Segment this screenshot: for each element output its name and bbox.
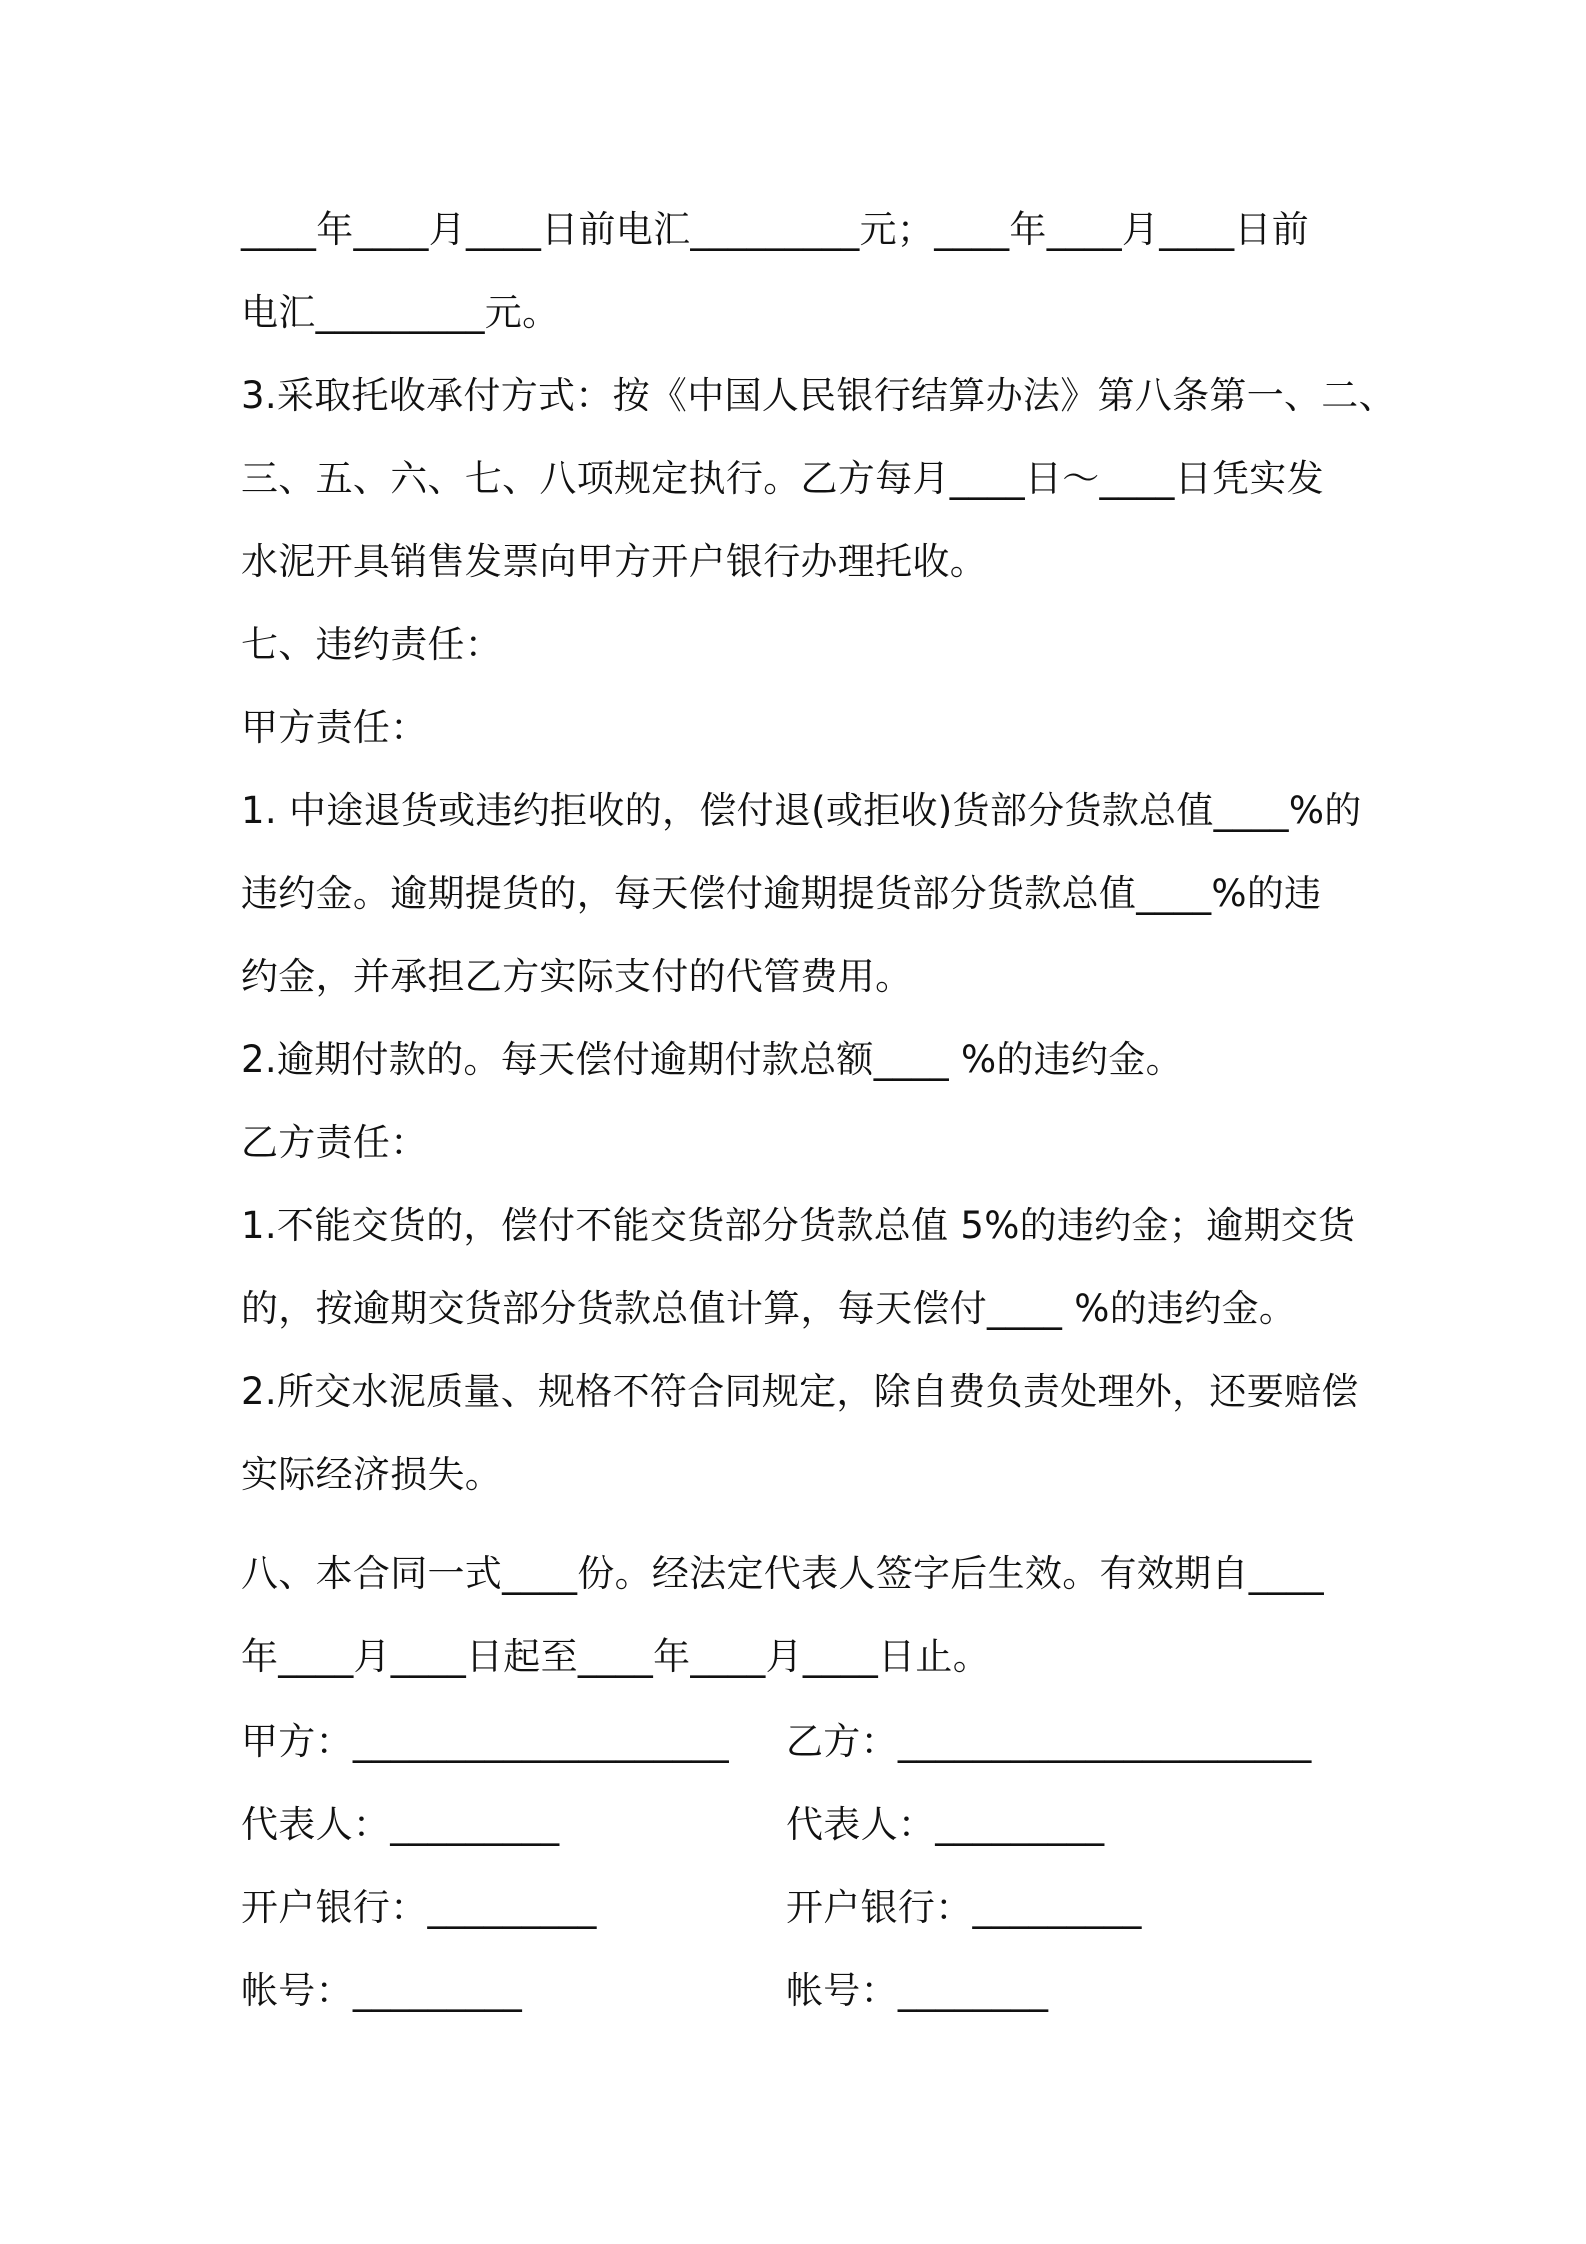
subheading: 乙方责任： xyxy=(241,1121,428,1164)
text-line: 约金，并承担乙方实际支付的代管费用。 xyxy=(241,955,913,998)
text-line: 1.不能交货的，偿付不能交货部分货款总值 5%的违约金；逾期交货 xyxy=(241,1204,1356,1247)
party-b-representative: 代表人：_________ xyxy=(786,1803,1105,1846)
party-a-field: 甲方：____________________ xyxy=(241,1720,729,1763)
text-line: 年____月____日起至____年____月____日止。 xyxy=(241,1635,990,1678)
text-line: 的，按逾期交货部分货款总值计算，每天偿付____ %的违约金。 xyxy=(241,1287,1297,1330)
text-line: 三、五、六、七、八项规定执行。乙方每月____日～____日凭实发 xyxy=(241,457,1324,500)
party-a-bank: 开户银行：_________ xyxy=(241,1886,597,1929)
text-line: ____年____月____日前电汇_________元；____年____月____日前 xyxy=(241,208,1309,251)
text-line: 违约金。逾期提货的，每天偿付逾期提货部分货款总值____%的违 xyxy=(241,872,1322,915)
text-line: 水泥开具销售发票向甲方开户银行办理托收。 xyxy=(241,540,987,583)
party-b-field: 乙方：______________________ xyxy=(786,1720,1312,1763)
text-line: 1. 中途退货或违约拒收的，偿付退(或拒收)货部分货款总值____%的 xyxy=(241,789,1362,832)
text-line: 实际经济损失。 xyxy=(241,1453,503,1496)
text-line: 2.所交水泥质量、规格不符合同规定，除自费负责处理外，还要赔偿 xyxy=(241,1370,1359,1413)
text-line: 3.采取托收承付方式：按《中国人民银行结算办法》第八条第一、二、 xyxy=(241,374,1396,417)
party-b-account: 帐号：________ xyxy=(786,1969,1049,2012)
party-a-representative: 代表人：_________ xyxy=(241,1803,560,1846)
subheading: 甲方责任： xyxy=(241,706,428,749)
text-line: 八、本合同一式____份。经法定代表人签字后生效。有效期自____ xyxy=(241,1552,1324,1595)
section-heading: 七、违约责任： xyxy=(241,623,503,666)
text-line: 电汇_________元。 xyxy=(241,291,560,334)
party-b-bank: 开户银行：_________ xyxy=(786,1886,1142,1929)
party-a-account: 帐号：_________ xyxy=(241,1969,523,2012)
text-line: 2.逾期付款的。每天偿付逾期付款总额____ %的违约金。 xyxy=(241,1038,1183,1081)
